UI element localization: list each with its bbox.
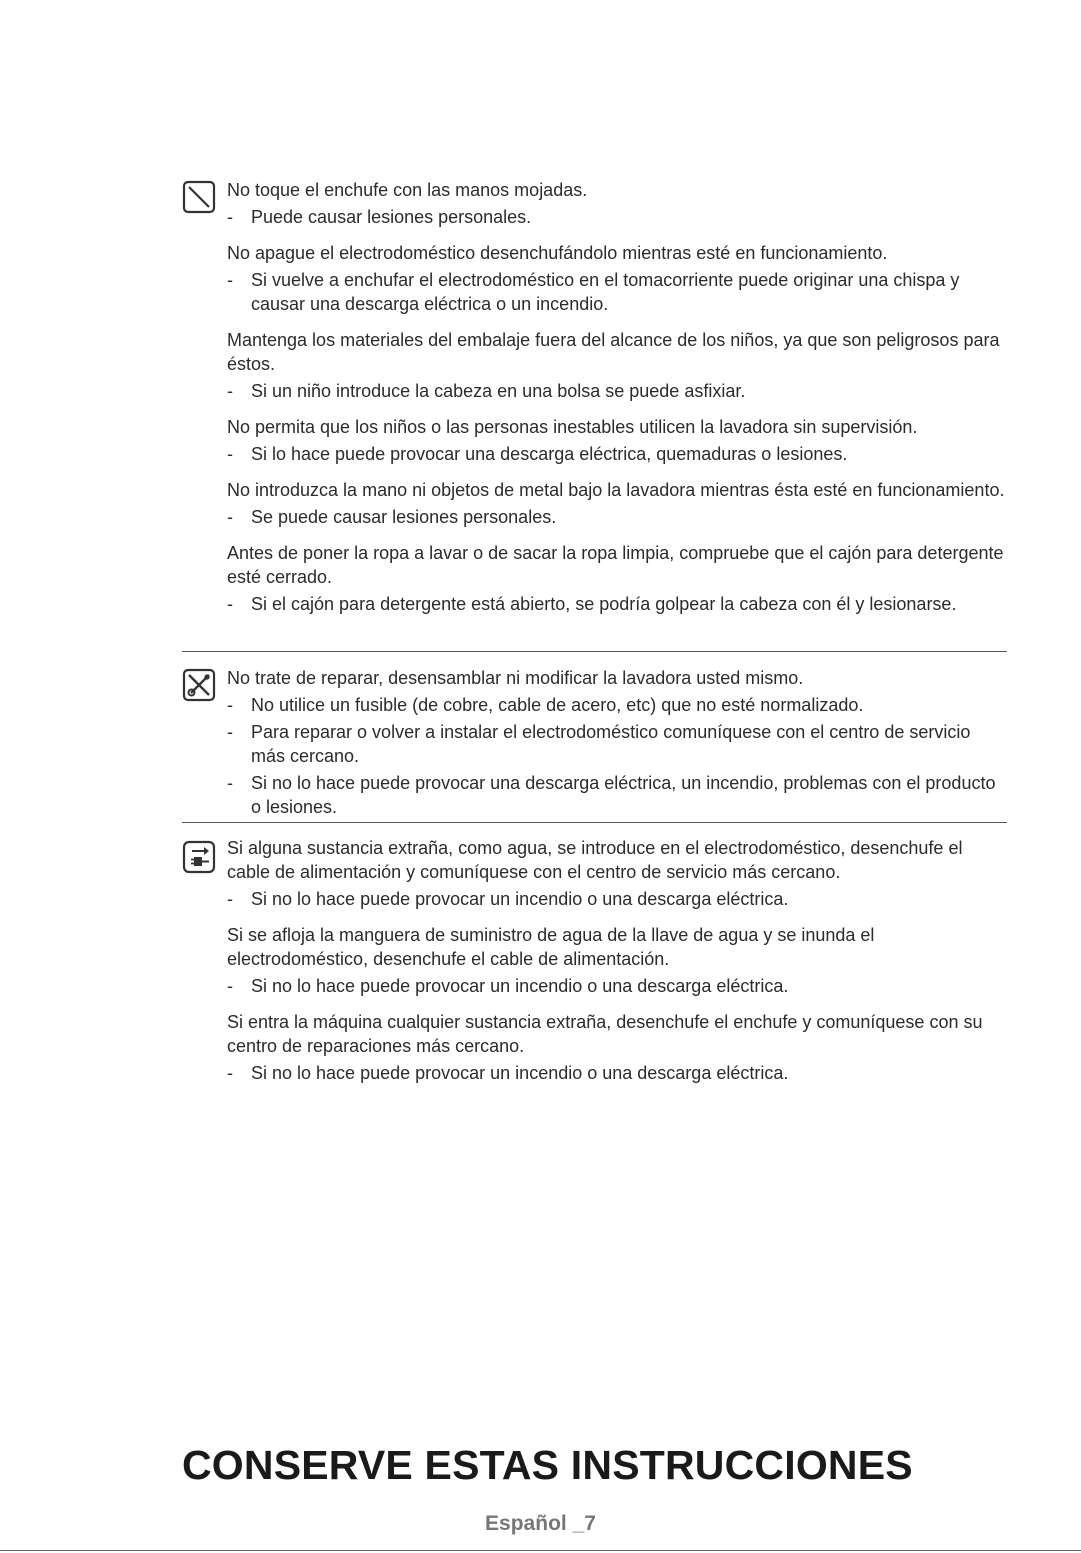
section-divider: [182, 651, 1007, 652]
warning-text: No toque el enchufe con las manos mojadas.: [227, 180, 588, 200]
warning-text: Si entra la máquina cualquier sustancia extraña, desenchufe el enchufe y comuníquese con su centro de reparaciones más cercano.: [227, 1012, 983, 1056]
warning-consequence: - Si no lo hace puede provocar un incendio o una descarga eléctrica.: [227, 974, 1007, 998]
warning-consequence: - Si vuelve a enchufar el electrodoméstico en el tomacorriente puede originar una chispa y causar una descarga eléctrica o un incendio.: [227, 268, 1007, 316]
warning-item: [227, 328, 1007, 403]
prohibited-icon: [182, 180, 216, 214]
warning-consequence: - Se puede causar lesiones personales.: [227, 505, 1007, 529]
no-disassembly-icon: [182, 668, 216, 702]
warning-item: [227, 415, 1007, 466]
page-footer: Español _7: [485, 1512, 596, 1535]
warning-text: Si se afloja la manguera de suministro de agua de la llave de agua y se inunda el electrodoméstico, desenchufe el cable de alimentación.: [227, 925, 875, 969]
warning-item: [227, 241, 1007, 316]
warning-consequence: - Si un niño introduce la cabeza en una bolsa se puede asfixiar.: [227, 379, 1007, 403]
warning-item: [227, 541, 1007, 616]
bottom-rule: [0, 1550, 1081, 1551]
warning-item: [227, 1010, 1007, 1085]
warning-consequence: - Para reparar o volver a instalar el electrodoméstico comuníquese con el centro de servicio más cercano.: [227, 720, 1007, 768]
warning-item: [227, 836, 1007, 911]
warning-text: No introduzca la mano ni objetos de metal bajo la lavadora mientras ésta esté en funcionamiento.: [227, 480, 1005, 500]
section-divider: [182, 822, 1007, 823]
warning-text: No trate de reparar, desensamblar ni modificar la lavadora usted mismo.: [227, 668, 804, 688]
section-content: [227, 178, 1007, 616]
warning-consequence: - No utilice un fusible (de cobre, cable de acero, etc) que no esté normalizado.: [227, 693, 1007, 717]
warning-text: Antes de poner la ropa a lavar o de sacar la ropa limpia, compruebe que el cajón para detergente esté cerrado.: [227, 543, 1004, 587]
warning-text: No permita que los niños o las personas inestables utilicen la lavadora sin supervisión.: [227, 417, 918, 437]
warning-item: [227, 178, 1007, 229]
warning-consequence: - Puede causar lesiones personales.: [227, 205, 1007, 229]
warning-text: No apague el electrodoméstico desenchufándolo mientras esté en funcionamiento.: [227, 243, 888, 263]
warning-consequence: - Si lo hace puede provocar una descarga eléctrica, quemaduras o lesiones.: [227, 442, 1007, 466]
section-content: [227, 836, 1007, 1085]
warning-consequence: - Si el cajón para detergente está abierto, se podría golpear la cabeza con él y lesionarse.: [227, 592, 1007, 616]
warning-item: [227, 666, 1007, 819]
section-content: [227, 666, 1007, 819]
warning-item: [227, 923, 1007, 998]
warning-consequence: - Si no lo hace puede provocar un incendio o una descarga eléctrica.: [227, 887, 1007, 911]
unplug-icon: [182, 840, 216, 874]
warning-text: Mantenga los materiales del embalaje fuera del alcance de los niños, ya que son peligrosos para éstos.: [227, 330, 1000, 374]
warning-text: Si alguna sustancia extraña, como agua, se introduce en el electrodoméstico, desenchufe el cable de alimentación y comuníquese con el centro de servicio más cercano.: [227, 838, 963, 882]
page-title: CONSERVE ESTAS INSTRUCCIONES: [182, 1442, 913, 1488]
warning-consequence: - Si no lo hace puede provocar un incendio o una descarga eléctrica.: [227, 1061, 1007, 1085]
warning-item: [227, 478, 1007, 529]
warning-consequence: - Si no lo hace puede provocar una descarga eléctrica, un incendio, problemas con el producto o lesiones.: [227, 771, 1007, 819]
